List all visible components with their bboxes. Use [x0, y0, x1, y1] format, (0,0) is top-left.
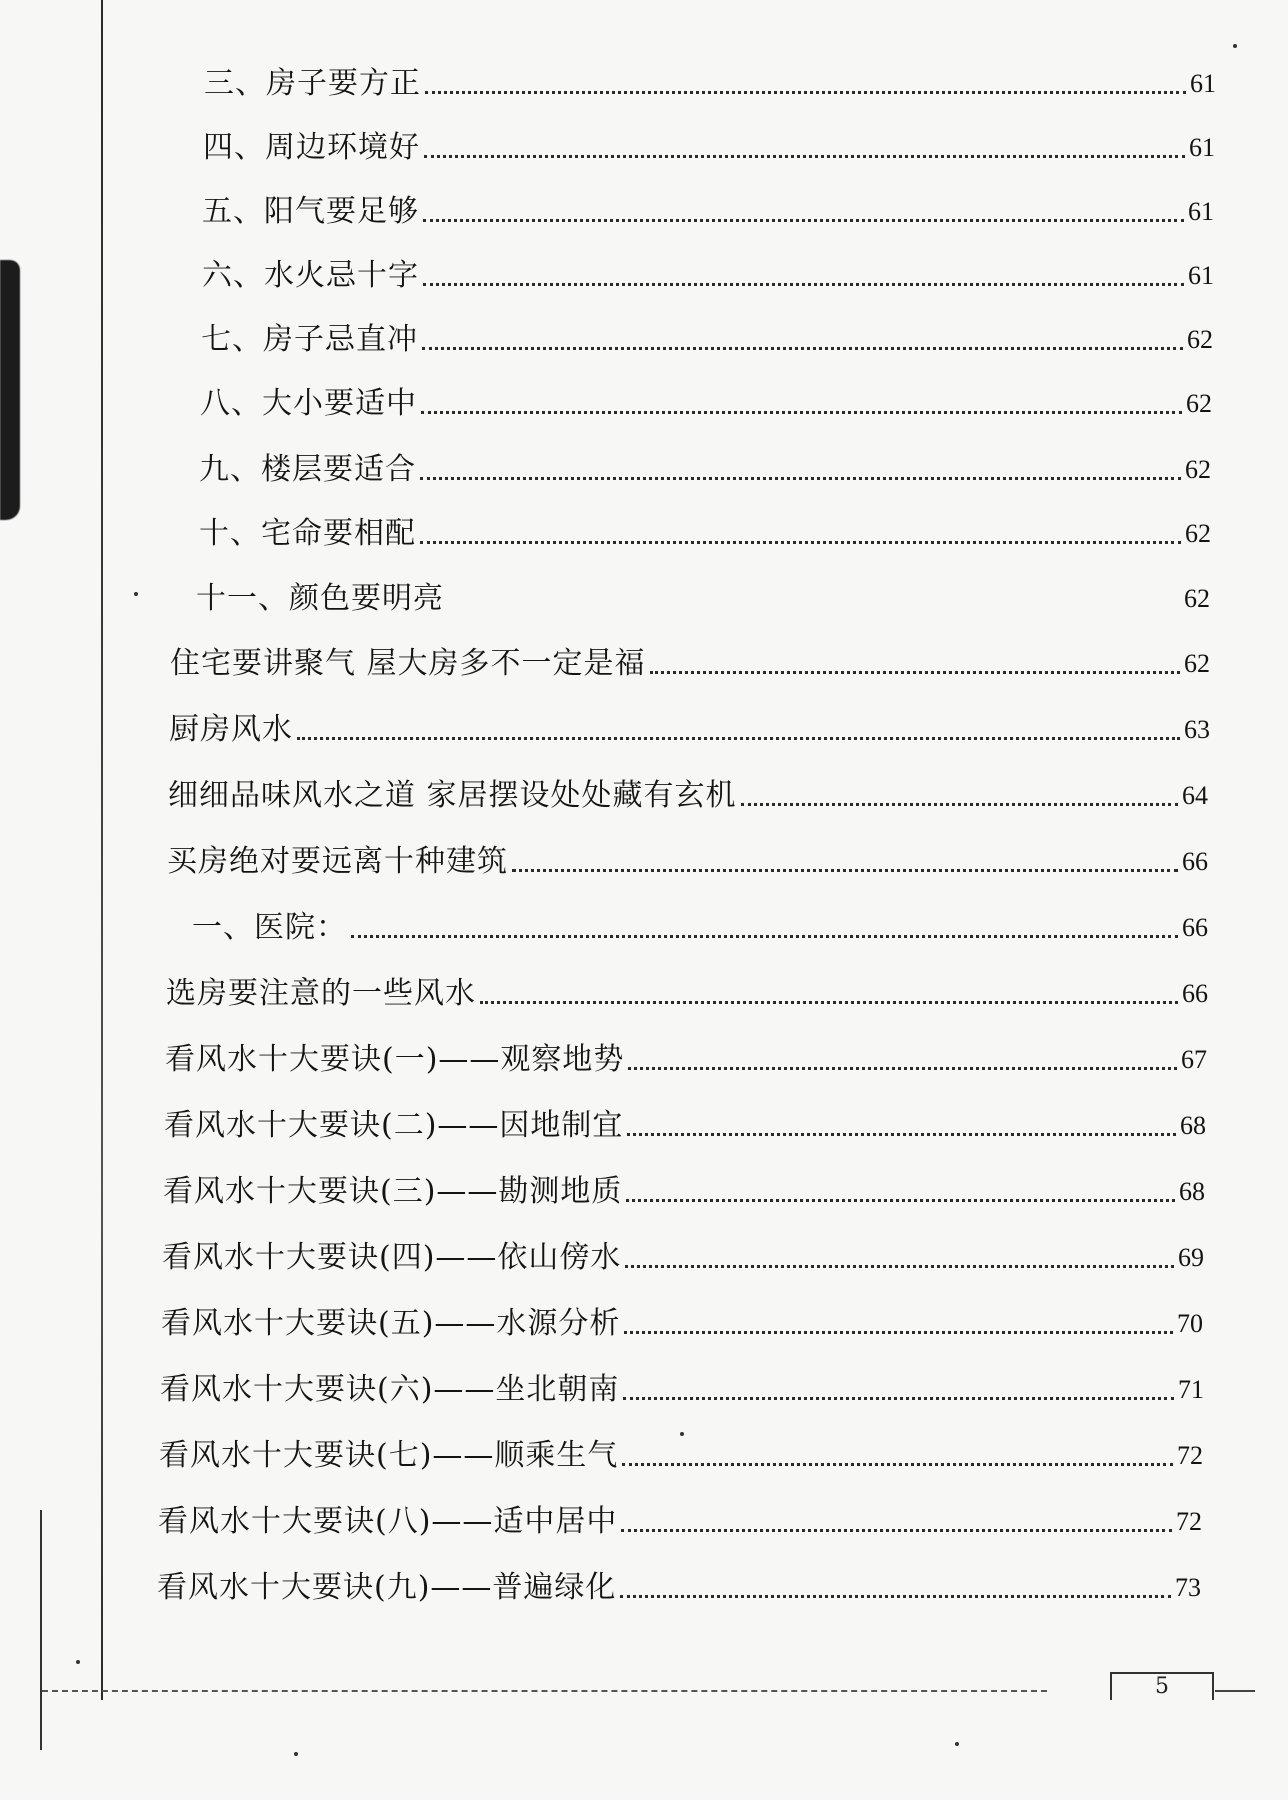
toc-entry-title: 买房绝对要远离十种建筑 [167, 844, 508, 879]
toc-entry-title: 厨房风水 [169, 712, 293, 747]
toc-dot-leader [420, 541, 1181, 544]
margin-rule-lower [40, 1510, 42, 1750]
toc-entry-page: 66 [1182, 847, 1208, 876]
toc-entry-title: 看风水十大要诀(八)——适中居中 [158, 1504, 618, 1539]
toc-entry-title: 八、大小要适中 [200, 386, 417, 421]
toc-entry-page: 73 [1175, 1573, 1201, 1602]
toc-entry-title: 七、房子忌直冲 [201, 322, 418, 357]
toc-dot-leader [351, 935, 1178, 938]
toc-entry-title: 看风水十大要诀(四)——依山傍水 [162, 1240, 622, 1275]
toc-entry-title: 看风水十大要诀(九)——普遍绿化 [157, 1570, 617, 1605]
toc-entry-page: 62 [1186, 389, 1212, 418]
scan-speck [294, 1752, 298, 1756]
toc-entry-title: 六、水火忌十字 [202, 258, 419, 293]
toc-entry-title: 十一、颜色要明亮 [196, 581, 444, 616]
toc-entry-title: 看风水十大要诀(二)——因地制宜 [164, 1108, 624, 1143]
toc-entry[interactable] [161, 1298, 1203, 1342]
toc-entry[interactable] [163, 1166, 1205, 1210]
toc-dot-leader [422, 347, 1183, 350]
toc-entry[interactable] [192, 902, 1208, 946]
toc-entry-page: 67 [1181, 1045, 1207, 1074]
toc-entry[interactable] [164, 1100, 1206, 1144]
footer-rule-right [1215, 1690, 1255, 1692]
toc-dot-leader [626, 1199, 1175, 1202]
toc-entry-page: 62 [1185, 519, 1211, 548]
toc-entry[interactable] [203, 122, 1215, 166]
toc-dot-leader [627, 1133, 1176, 1136]
toc-entry-title: 细细品味风水之道 家居摆设处处藏有玄机 [168, 778, 737, 813]
toc-entry[interactable] [162, 1232, 1204, 1276]
toc-entry-title: 住宅要讲聚气 屋大房多不一定是福 [170, 646, 646, 681]
toc-dot-leader [741, 803, 1178, 806]
toc-entry[interactable] [204, 58, 1216, 102]
toc-entry-title: 九、楼层要适合 [199, 452, 416, 487]
toc-dot-leader [448, 606, 1180, 609]
toc-entry-page: 72 [1177, 1441, 1203, 1470]
toc-entry-page: 61 [1190, 69, 1216, 98]
toc-entry-page: 71 [1178, 1375, 1204, 1404]
footer-rule [42, 1690, 1047, 1692]
toc-entry[interactable] [168, 770, 1208, 814]
toc-entry-title: 看风水十大要诀(七)——顺乘生气 [159, 1438, 619, 1473]
toc-entry-page: 63 [1184, 715, 1210, 744]
toc-dot-leader [420, 477, 1181, 480]
toc-entry[interactable] [202, 250, 1214, 294]
toc-entry-title: 四、周边环境好 [203, 130, 420, 165]
toc-entry-page: 62 [1184, 584, 1210, 613]
page-number: 5 [1110, 1672, 1214, 1700]
margin-rule [101, 0, 103, 1700]
toc-entry[interactable] [200, 378, 1212, 422]
toc-dot-leader [297, 737, 1180, 740]
toc-dot-leader [425, 91, 1186, 94]
toc-entry-page: 61 [1188, 197, 1214, 226]
binding-shadow [0, 260, 20, 520]
toc-entry[interactable] [167, 836, 1208, 880]
toc-entry[interactable] [158, 1496, 1202, 1540]
toc-dot-leader [423, 283, 1184, 286]
toc-entry-page: 62 [1185, 455, 1211, 484]
toc-entry-title: 十、宅命要相配 [199, 516, 416, 551]
toc-entry-title: 看风水十大要诀(三)——勘测地质 [163, 1174, 623, 1209]
toc-entry[interactable] [199, 508, 1211, 552]
toc-entry-page: 61 [1188, 261, 1214, 290]
toc-entry[interactable] [157, 1562, 1201, 1606]
toc-entry-title: 看风水十大要诀(五)——水源分析 [161, 1306, 621, 1341]
toc-dot-leader [512, 869, 1178, 872]
toc-entry-page: 61 [1189, 133, 1215, 162]
toc-dot-leader [421, 411, 1182, 414]
toc-entry-page: 68 [1179, 1177, 1205, 1206]
toc-dot-leader [620, 1595, 1171, 1598]
toc-entry-title: 选房要注意的一些风水 [166, 976, 476, 1011]
toc-dot-leader [628, 1067, 1177, 1070]
scan-speck [134, 592, 138, 596]
toc-entry-title: 三、房子要方正 [204, 66, 421, 101]
toc-entry[interactable] [165, 1034, 1207, 1078]
toc-entry-page: 64 [1182, 781, 1208, 810]
toc-entry-title: 一、医院： [192, 910, 347, 945]
toc-dot-leader [625, 1265, 1174, 1268]
toc-dot-leader [622, 1463, 1173, 1466]
toc-entry-title: 五、阳气要足够 [202, 194, 419, 229]
toc-dot-leader [624, 1331, 1173, 1334]
toc-entry[interactable] [170, 638, 1210, 682]
toc-entry-page: 69 [1178, 1243, 1204, 1272]
toc-entry-page: 62 [1187, 325, 1213, 354]
toc-entry[interactable] [199, 444, 1211, 488]
toc-entry[interactable] [201, 314, 1213, 358]
toc-entry-title: 看风水十大要诀(六)——坐北朝南 [160, 1372, 620, 1407]
toc-entry-page: 66 [1182, 979, 1208, 1008]
toc-dot-leader [424, 155, 1185, 158]
toc-entry-page: 66 [1182, 913, 1208, 942]
toc-dot-leader [621, 1529, 1172, 1532]
toc-dot-leader [480, 1001, 1178, 1004]
toc-entry[interactable] [196, 573, 1210, 617]
scan-speck [1233, 44, 1237, 48]
toc-entry[interactable] [160, 1364, 1204, 1408]
toc-entry[interactable] [169, 704, 1210, 748]
scan-speck [955, 1742, 959, 1746]
toc-entry-page: 68 [1180, 1111, 1206, 1140]
toc-entry-page: 70 [1177, 1309, 1203, 1338]
toc-entry-title: 看风水十大要诀(一)——观察地势 [165, 1042, 625, 1077]
toc-dot-leader [623, 1397, 1174, 1400]
toc-dot-leader [650, 671, 1180, 674]
toc-entry[interactable] [159, 1430, 1203, 1474]
toc-entry[interactable] [166, 968, 1208, 1012]
scan-speck [76, 1660, 80, 1664]
toc-entry-page: 72 [1176, 1507, 1202, 1536]
toc-entry-page: 62 [1184, 649, 1210, 678]
toc-entry[interactable] [202, 186, 1214, 230]
toc-dot-leader [423, 219, 1184, 222]
